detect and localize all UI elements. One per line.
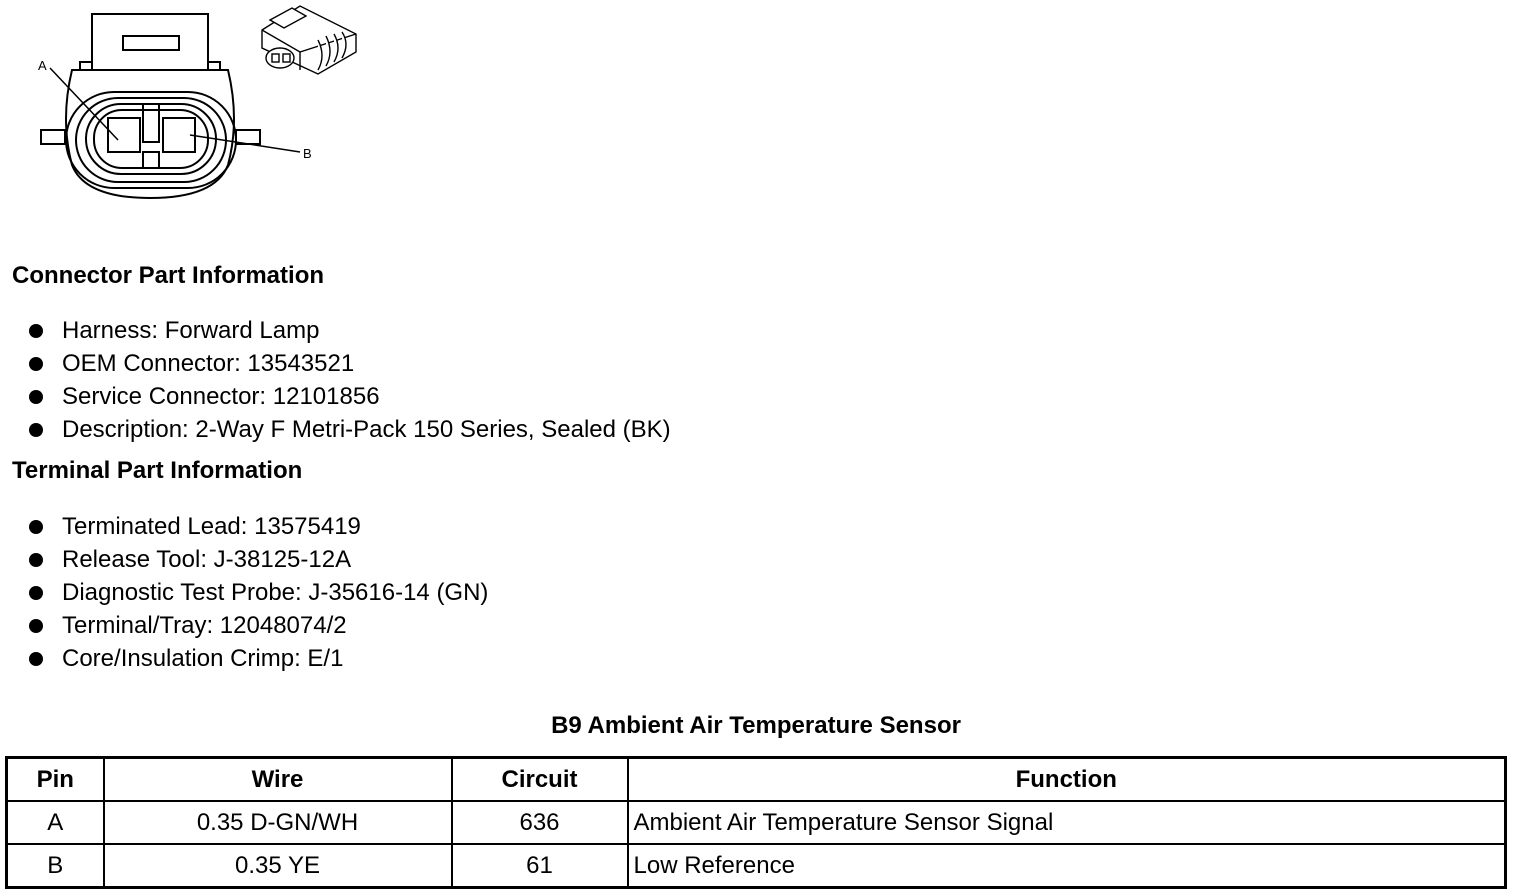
cell-function: Ambient Air Temperature Sensor Signal bbox=[628, 801, 1506, 844]
bullet-icon bbox=[29, 520, 43, 534]
cell-function: Low Reference bbox=[628, 844, 1506, 888]
connector-part-info-list bbox=[0, 314, 671, 446]
list-item: Core/Insulation Crimp: E/1 bbox=[0, 642, 488, 675]
cell-pin: A bbox=[7, 801, 104, 844]
list-item: Harness: Forward Lamp bbox=[0, 314, 671, 347]
table-row bbox=[7, 844, 1506, 888]
bullet-icon bbox=[29, 390, 43, 404]
connector-part-info-heading: Connector Part Information bbox=[12, 262, 325, 289]
bullet-icon bbox=[29, 586, 43, 600]
bullet-icon bbox=[29, 553, 43, 567]
header-circuit: Circuit bbox=[452, 758, 628, 802]
connector-diagram bbox=[0, 0, 380, 215]
cell-wire: 0.35 D-GN/WH bbox=[104, 801, 452, 844]
list-item: Service Connector: 12101856 bbox=[0, 380, 671, 413]
bullet-icon bbox=[29, 652, 43, 666]
header-pin: Pin bbox=[7, 758, 104, 802]
table-row bbox=[7, 801, 1506, 844]
cell-pin: B bbox=[7, 844, 104, 888]
list-item: Release Tool: J-38125-12A bbox=[0, 543, 488, 576]
table-title: B9 Ambient Air Temperature Sensor bbox=[551, 712, 961, 739]
connector-isometric-thumbnail bbox=[262, 6, 356, 74]
list-item: Terminal/Tray: 12048074/2 bbox=[0, 609, 488, 642]
cell-wire: 0.35 YE bbox=[104, 844, 452, 888]
table-header-row bbox=[7, 758, 1506, 802]
header-wire: Wire bbox=[104, 758, 452, 802]
list-item: Diagnostic Test Probe: J-35616-14 (GN) bbox=[0, 576, 488, 609]
pin-table bbox=[5, 756, 1507, 889]
list-item: OEM Connector: 13543521 bbox=[0, 347, 671, 380]
bullet-icon bbox=[29, 357, 43, 371]
pin-b-label: B bbox=[303, 146, 312, 161]
cell-circuit: 61 bbox=[452, 844, 628, 888]
cell-circuit: 636 bbox=[452, 801, 628, 844]
terminal-part-info-list bbox=[0, 510, 488, 675]
pin-a-label: A bbox=[38, 58, 47, 73]
terminal-part-info-heading: Terminal Part Information bbox=[12, 457, 303, 484]
list-item: Description: 2-Way F Metri-Pack 150 Series, Sealed (BK) bbox=[0, 413, 671, 446]
bullet-icon bbox=[29, 324, 43, 338]
bullet-icon bbox=[29, 619, 43, 633]
header-function: Function bbox=[628, 758, 1506, 802]
list-item: Terminated Lead: 13575419 bbox=[0, 510, 488, 543]
bullet-icon bbox=[29, 423, 43, 437]
